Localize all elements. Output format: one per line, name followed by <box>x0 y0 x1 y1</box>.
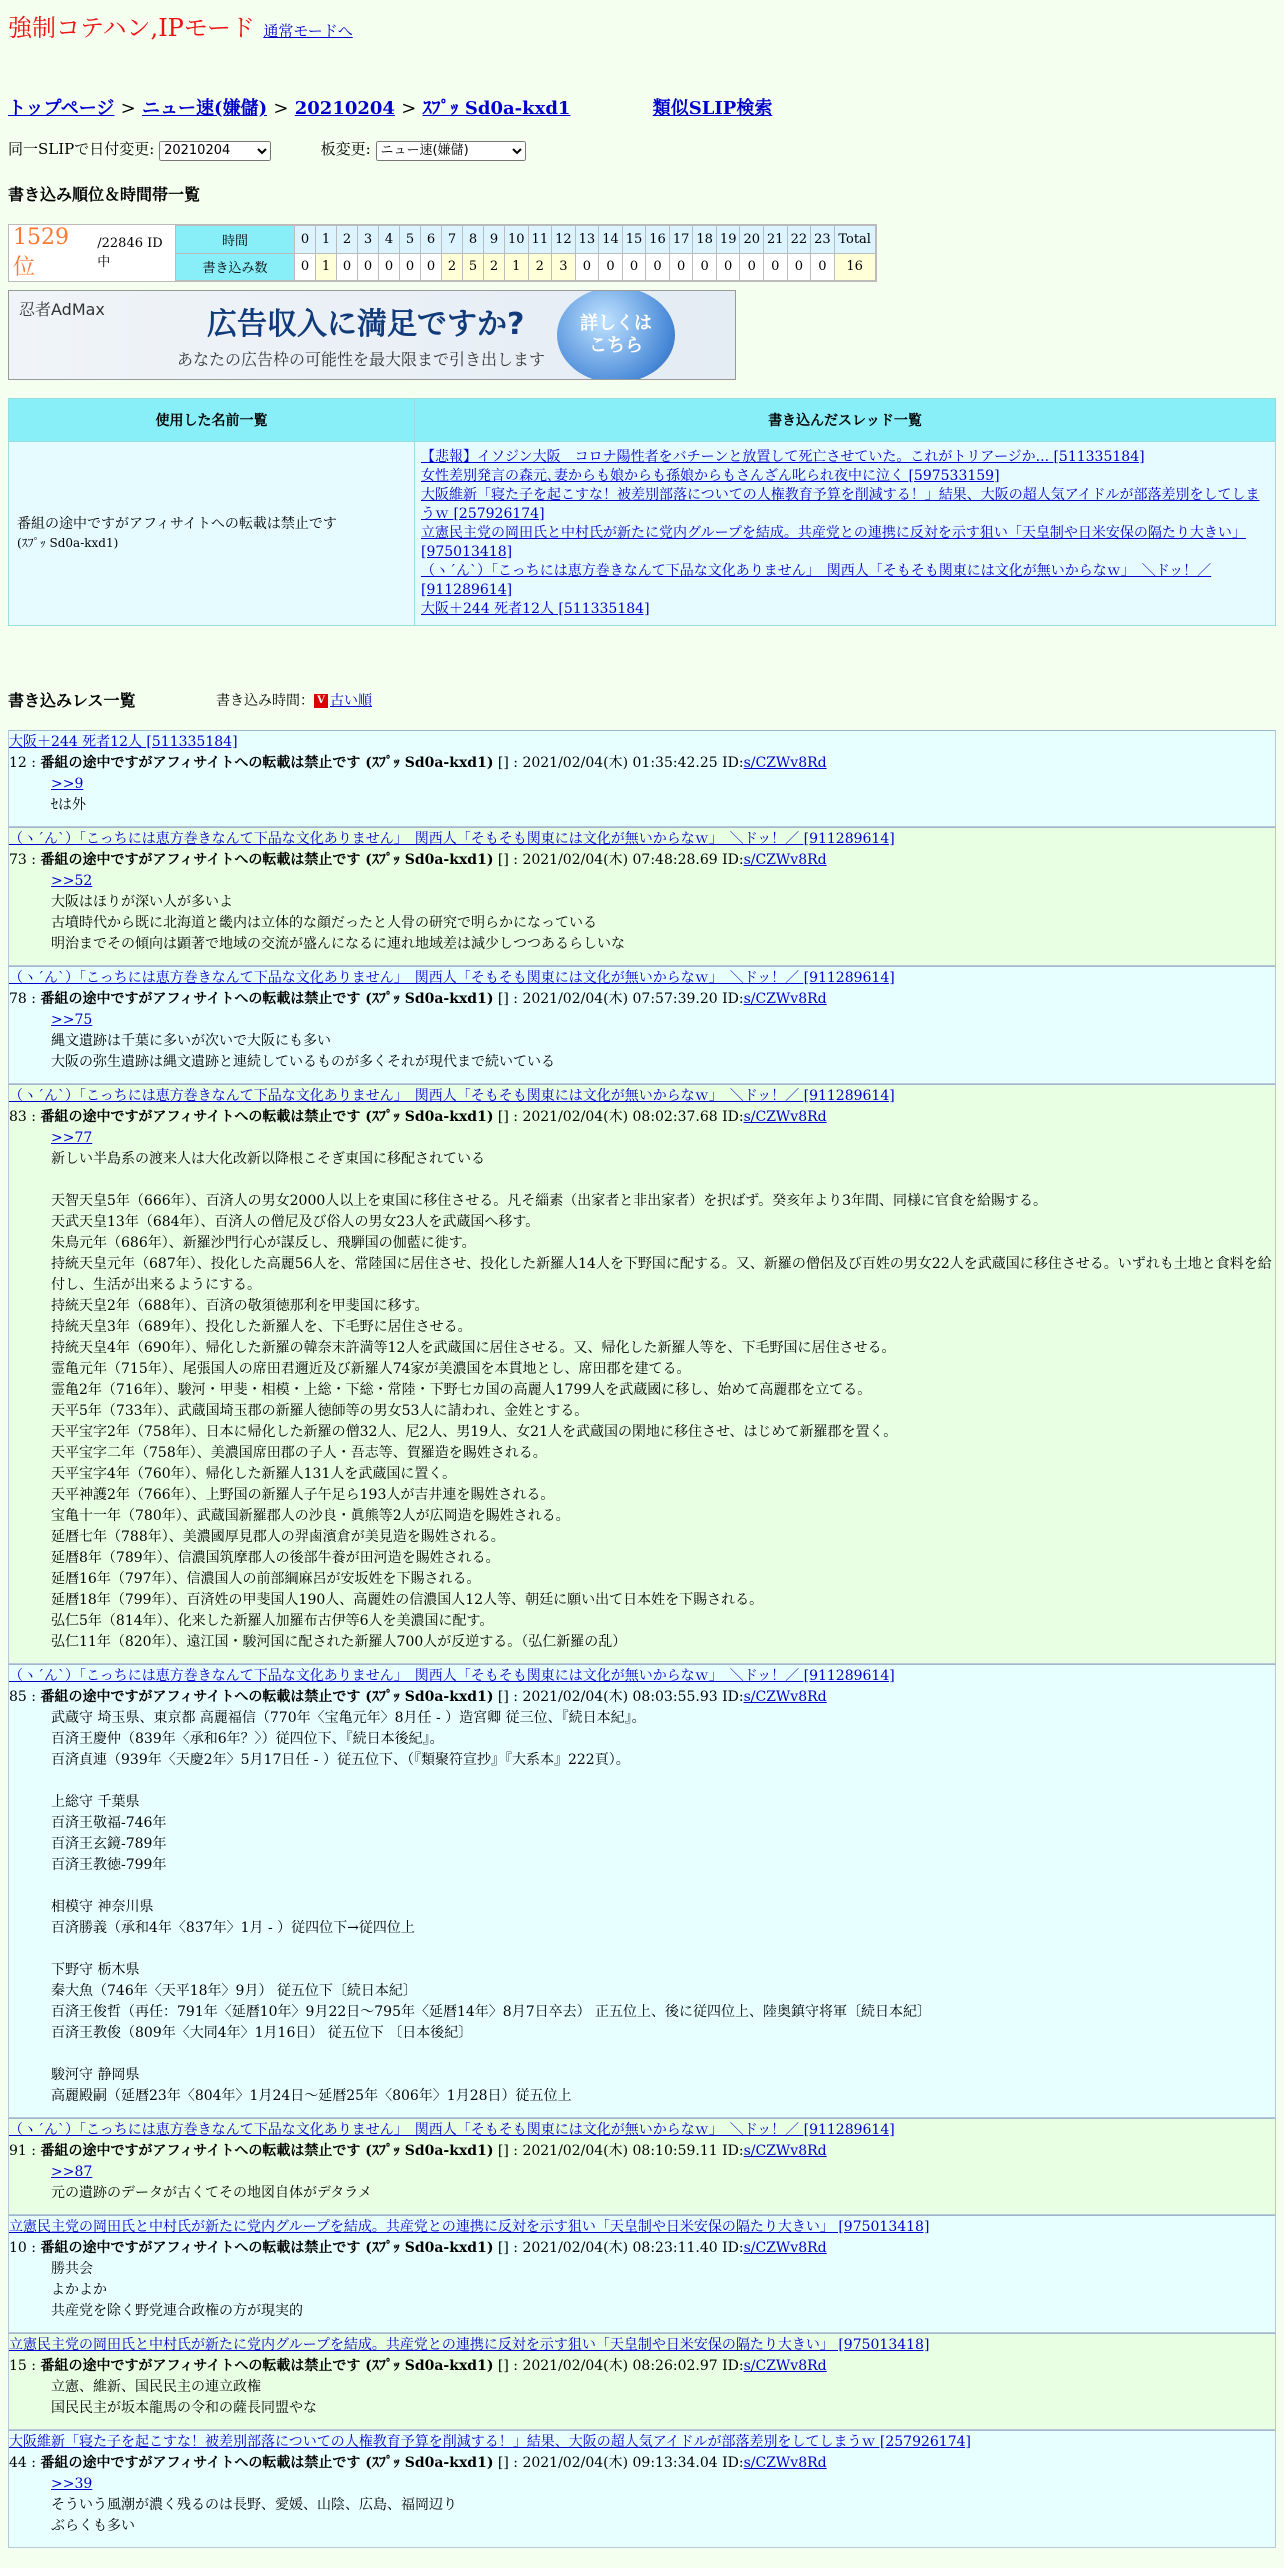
count-cell: 0 <box>622 253 646 281</box>
order-control <box>216 690 372 710</box>
post-thread-link[interactable]: 立憲民主党の岡田氏と中村氏が新たに党内グループを結成。共産党との連携に反対を示す狙い「天皇制や日米安保の隔たり大きい」 [975013418] <box>9 2337 930 2353</box>
post-anchor-link[interactable]: >>77 <box>51 1130 93 1146</box>
thread-link[interactable]: 大阪＋244 死者12人 [511335184] <box>421 601 650 617</box>
count-cell: 2 <box>442 253 463 281</box>
normal-mode-link[interactable]: 通常モードへ <box>263 22 353 40</box>
hour-cell: 0 <box>295 226 316 254</box>
post <box>8 2430 1276 2548</box>
breadcrumb <box>8 94 772 120</box>
hour-cell: 13 <box>575 226 599 254</box>
post-date: [] : 2021/02/04(木) 08:02:37.68 ID: <box>497 1109 744 1125</box>
breadcrumb-sep: > <box>273 98 289 119</box>
count-cell: 0 <box>811 253 835 281</box>
count-cell: 0 <box>421 253 442 281</box>
post-id-link[interactable]: s/CZWv8Rd <box>743 1109 827 1125</box>
hour-cell: 12 <box>552 226 576 254</box>
post-name: 番組の途中ですがアフィサイトへの転載は禁止です (ｽﾌﾟｯ Sd0a-kxd1) <box>40 2240 494 2256</box>
post-date: [] : 2021/02/04(木) 01:35:42.25 ID: <box>497 755 744 771</box>
hour-cell: 17 <box>669 226 693 254</box>
post <box>8 2333 1276 2430</box>
post-thread-link[interactable]: （ヽ´ん`）「こっちには恵方巻きなんて下品な文化ありません」 関西人「そもそも関東には文化が無いからなｗ」 ＼ドッ！／ [911289614] <box>9 831 895 847</box>
post-meta: 78 : 番組の途中ですがアフィサイトへの転載は禁止です (ｽﾌﾟｯ Sd0a-kxd1) [] : 2021/02/04(木) 07:57:39.20 ID:s/CZWv8Rd <box>9 991 827 1007</box>
post-body: 立憲、維新、国民民主の連立政権 国民民主が坂本龍馬の令和の薩長同盟やな <box>51 2379 317 2416</box>
post-body: 新しい半島系の渡来人は大化改新以降根こそぎ東国に移配されている 天智天皇5年（666年）、百済人の男女2000人以上を東国に移住させる。凡そ緇素（出家者と非出家者）を択ばず。癸亥年より3年間、同様に官食を給賜する。 天武天皇13年（684年）、百済人の僧尼及び俗人の男女23人を武蔵国へ移す。 朱鳥元年（686年）、新羅沙門行心が謀反し、飛騨国の伽藍に徙す。 持統天皇元年（687年）、投化した高麗56人を、常陸国に居住させ、投化した新羅人14人を下野国に配する。又、新羅の僧侶及び百姓の男女22人を武蔵国に移住させる。いずれも土地と食料を給付し、生活が出来るようにする。 持統天皇2年（688年）、百済の敬須徳那利を甲斐国に移す。 持統天皇3年（689年）、投化した新羅人を、下毛野に居住させる。 持統天皇4年（690年）、帰化した新羅の韓奈末許満等12人を武蔵国に居住させる。又、帰化した新羅人等を、下毛野国に居住させる。 霊亀元年（715年）、尾張国人の席田君邇近及び新羅人74家が美濃国を本貫地とし、席田郡を建てる。 霊亀2年（716年）、駿河・甲斐・相模・上総・下総・常陸・下野七カ国の高麗人1799人を武蔵國に移し、始めて高麗郡を立てる。 天平5年（733年）、武蔵国埼玉郡の新羅人徳師等の男女53人に請われ、金姓とする。 天平宝字2年（758年）、日本に帰化した新羅の僧32人、尼2人、男19人、女21人を武蔵国の閑地に移住させ、はじめて新羅郡を置く。 天平宝字二年（758年）、美濃国席田郡の子人・吾志等、賀羅造を賜姓される。 天平宝字4年（760年）、帰化した新羅人131人を武蔵国に置く。 天平神護2年（766年）、上野国の新羅人子午足ら193人が吉井連を賜姓される。 宝亀十一年（780年）、武蔵国新羅郡人の沙良・眞熊等2人が広岡造を賜姓される。 延暦七年（788年）、美濃國厚見郡人の羿鹵濱倉が美見造を賜姓される。 延暦8年（789年）、信濃国筑摩郡人の後部牛養が田河造を賜姓される。 延暦16年（797年）、信濃国人の前部綱麻呂が安坂姓を下賜される。 延暦18年（799年）、百済姓の甲斐国人190人、高麗姓の信濃国人12人等、朝廷に願い出て日本姓を下賜される。 弘仁5年（814年）、化来した新羅人加羅布古伊等6人を美濃国に配す。 弘仁11年（820年）、遠江国・駿河国に配された新羅人700人が反逆する。（弘仁新羅の乱） <box>51 1151 1272 1650</box>
ad-headline: 広告収入に満足ですか? <box>207 307 525 342</box>
post-name: 番組の途中ですがアフィサイトへの転載は禁止です (ｽﾌﾟｯ Sd0a-kxd1) <box>40 2358 494 2374</box>
count-cell: 0 <box>669 253 693 281</box>
post-date: [] : 2021/02/04(木) 07:48:28.69 ID: <box>497 852 744 868</box>
used-name: 番組の途中ですがアフィサイトへの転載は禁止です <box>17 515 337 532</box>
date-select-label: 同一SLIPで日付変更: <box>8 140 155 158</box>
order-label: 書き込み時間： <box>216 693 314 709</box>
post-date: [] : 2021/02/04(木) 08:26:02.97 ID: <box>497 2358 744 2374</box>
count-cell: 5 <box>463 253 484 281</box>
post-name: 番組の途中ですがアフィサイトへの転載は禁止です (ｽﾌﾟｯ Sd0a-kxd1) <box>40 1689 494 1705</box>
post-date: [] : 2021/02/04(木) 08:10:59.11 ID: <box>497 2143 744 2159</box>
breadcrumb-sep: > <box>120 98 136 119</box>
hour-cell: 20 <box>740 226 764 254</box>
count-cell: 0 <box>400 253 421 281</box>
sort-oldest-link[interactable]: 古い順 <box>330 693 372 709</box>
post-thread-link[interactable]: （ヽ´ん`）「こっちには恵方巻きなんて下品な文化ありません」 関西人「そもそも関東には文化が無いからなｗ」 ＼ドッ！／ [911289614] <box>9 1668 895 1684</box>
select-row <box>8 138 526 161</box>
post <box>8 730 1276 827</box>
post-anchor-link[interactable]: >>9 <box>51 776 84 792</box>
thread-link[interactable]: 【悲報】イソジン大阪 コロナ陽性者をバチーンと放置して死亡させていた。これがトリアージか... [511335184] <box>421 449 1145 465</box>
post-anchor-link[interactable]: >>39 <box>51 2476 93 2492</box>
ad-banner[interactable] <box>8 290 736 380</box>
post-name: 番組の途中ですがアフィサイトへの転載は禁止です (ｽﾌﾟｯ Sd0a-kxd1) <box>40 991 494 1007</box>
hour-cell: 15 <box>622 226 646 254</box>
names-threads-table <box>8 398 1276 626</box>
post-date: [] : 2021/02/04(木) 09:13:34.04 ID: <box>497 2455 744 2471</box>
count-cell: 0 <box>295 253 316 281</box>
post <box>8 966 1276 1084</box>
count-cell: 0 <box>740 253 764 281</box>
post-id-link[interactable]: s/CZWv8Rd <box>743 852 827 868</box>
post-thread-link[interactable]: 大阪維新「寝た子を起こすな！被差別部落についての人権教育予算を削減する！」結果、大阪の超人気アイドルが部落差別をしてしまうｗ [257926174] <box>9 2434 971 2450</box>
post-name: 番組の途中ですがアフィサイトへの転載は禁止です (ｽﾌﾟｯ Sd0a-kxd1) <box>40 1109 494 1125</box>
breadcrumb-date[interactable]: 20210204 <box>294 98 395 119</box>
post-anchor-link[interactable]: >>87 <box>51 2164 93 2180</box>
post-id-link[interactable]: s/CZWv8Rd <box>743 2358 827 2374</box>
post-meta: 15 : 番組の途中ですがアフィサイトへの転載は禁止です (ｽﾌﾟｯ Sd0a-kxd1) [] : 2021/02/04(木) 08:26:02.97 ID:s/CZWv8Rd <box>9 2358 827 2374</box>
post-date: [] : 2021/02/04(木) 08:23:11.40 ID: <box>497 2240 744 2256</box>
count-cell: 1 <box>316 253 337 281</box>
thread-list-cell <box>415 442 1276 626</box>
hour-cell: 21 <box>764 226 788 254</box>
count-cell: 2 <box>528 253 552 281</box>
post <box>8 2215 1276 2333</box>
post-number: 44 <box>9 2455 27 2471</box>
breadcrumb-sep: > <box>401 98 417 119</box>
hour-cell: 10 <box>505 226 529 254</box>
count-cell: 2 <box>484 253 505 281</box>
rank-total-ids: /22846 ID中 <box>97 236 163 270</box>
hour-cell: 9 <box>484 226 505 254</box>
post-body: 勝共会 よかよか 共産党を除く野党連合政権の方が現実的 <box>51 2261 303 2319</box>
count-cell: 0 <box>575 253 599 281</box>
count-cell: 0 <box>787 253 811 281</box>
count-cell: 0 <box>764 253 788 281</box>
post-meta: 85 : 番組の途中ですがアフィサイトへの転載は禁止です (ｽﾌﾟｯ Sd0a-kxd1) [] : 2021/02/04(木) 08:03:55.93 ID:s/CZWv8Rd <box>9 1689 827 1705</box>
post-id-link[interactable]: s/CZWv8Rd <box>743 755 827 771</box>
ad-details-button[interactable] <box>557 290 675 380</box>
post-number: 15 <box>9 2358 27 2374</box>
ad-brand: 忍者AdMax <box>19 300 105 319</box>
ad-button-line1: 詳しくは <box>580 313 652 334</box>
post-meta: 83 : 番組の途中ですがアフィサイトへの転載は禁止です (ｽﾌﾟｯ Sd0a-kxd1) [] : 2021/02/04(木) 08:02:37.68 ID:s/CZWv8Rd <box>9 1109 827 1125</box>
post-date: [] : 2021/02/04(木) 07:57:39.20 ID: <box>497 991 744 1007</box>
post-number: 12 <box>9 755 27 771</box>
post-name: 番組の途中ですがアフィサイトへの転載は禁止です (ｽﾌﾟｯ Sd0a-kxd1) <box>40 2143 494 2159</box>
hour-cell: 18 <box>693 226 717 254</box>
post <box>8 1084 1276 1664</box>
hour-cell: 1 <box>316 226 337 254</box>
reslist-title: 書き込みレス一覧 <box>8 691 136 710</box>
thread-link[interactable]: 大阪維新「寝た子を起こすな！被差別部落についての人権教育予算を削減する！」結果、大阪の超人気アイドルが部落差別をしてしまうｗ [257926174] <box>421 487 1260 522</box>
hour-cell: 7 <box>442 226 463 254</box>
board-select[interactable] <box>376 141 526 161</box>
ranking-panel <box>8 224 877 282</box>
hour-cell: 6 <box>421 226 442 254</box>
threads-col-header: 書き込んだスレッド一覧 <box>415 399 1276 442</box>
post-id-link[interactable]: s/CZWv8Rd <box>743 2455 827 2471</box>
post-id-link[interactable]: s/CZWv8Rd <box>743 2240 827 2256</box>
count-cell: 1 <box>505 253 529 281</box>
post-meta: 44 : 番組の途中ですがアフィサイトへの転載は禁止です (ｽﾌﾟｯ Sd0a-kxd1) [] : 2021/02/04(木) 09:13:34.04 ID:s/CZWv8Rd <box>9 2455 827 2471</box>
ranking-title: 書き込み順位＆時間帯一覧 <box>8 185 201 204</box>
similar-slip-search-link[interactable]: 類似SLIP検索 <box>652 98 773 119</box>
post-body: そういう風潮が濃く残るのは長野、愛媛、山陰、広島、福岡辺り ぶらくも多い <box>51 2497 457 2534</box>
used-name-slip: (ｽﾌﾟｯ Sd0a-kxd1) <box>17 535 119 550</box>
date-select[interactable] <box>159 141 271 161</box>
post-thread-link[interactable]: （ヽ´ん`）「こっちには恵方巻きなんて下品な文化ありません」 関西人「そもそも関東には文化が無いからなｗ」 ＼ドッ！／ [911289614] <box>9 970 895 986</box>
post-anchor-link[interactable]: >>75 <box>51 1012 93 1028</box>
post-meta: 10 : 番組の途中ですがアフィサイトへの転載は禁止です (ｽﾌﾟｯ Sd0a-kxd1) [] : 2021/02/04(木) 08:23:11.40 ID:s/CZWv8Rd <box>9 2240 827 2256</box>
post-body: 武蔵守 埼玉県、東京都 高麗福信（770年〈宝亀元年〉8月任 - ）造宮卿 従三位、『続日本紀』。 百済王慶仲（839年〈承和6年？〉）従四位下、『続日本後紀』。 百済貞連（939年〈天慶2年〉5月17日任 - ）従五位下、（『類聚符宣抄』『大系本』222頁）。 上総守 千葉県 百済王敬福-746年 百済王玄鏡-789年 百済王教徳-799年 相模守 神奈川県 百済勝義（承和4年〈837年〉1月 - ）従四位下→従四位上 下野守 栃木県 秦大魚（746年〈天平18年〉9月） 従五位下〔続日本紀〕 百済王俊哲（再任：791年〈延暦10年〉9月22日～795年〈延暦14年〉8月7日卒去） 正五位上、後に従四位上、陸奥鎮守将軍〔続日本紀〕 百済王教俊（809年〈大同4年〉1月16日） 従五位下 〔日本後紀〕 駿河守 静岡県 高麗殿嗣（延暦23年〈804年〉1月24日～延暦25年〈806年〉1月28日）従五位上 <box>51 1710 932 2104</box>
post-thread-link[interactable]: 大阪＋244 死者12人 [511335184] <box>9 734 238 750</box>
rank-box <box>9 225 175 281</box>
hour-row-label: 時間 <box>176 226 295 254</box>
breadcrumb-slip[interactable]: ｽﾌﾟｯ Sd0a-kxd1 <box>422 98 571 119</box>
hour-cell: 16 <box>646 226 670 254</box>
post-list <box>8 730 1276 2548</box>
hourly-table <box>175 225 876 281</box>
ad-subtext: あなたの広告枠の可能性を最大限まで引き出します <box>177 350 546 369</box>
thread-link[interactable]: 立憲民主党の岡田氏と中村氏が新たに党内グループを結成。共産党との連携に反対を示す狙い「天皇制や日米安保の隔たり大きい」 [975013418] <box>421 525 1246 560</box>
hour-cell: 4 <box>379 226 400 254</box>
hour-cell: 11 <box>528 226 552 254</box>
post-id-link[interactable]: s/CZWv8Rd <box>743 2143 827 2159</box>
count-row-label: 書き込み数 <box>176 253 295 281</box>
board-select-label: 板変更: <box>320 140 371 158</box>
hour-cell: 14 <box>599 226 623 254</box>
post-body: 縄文遺跡は千葉に多いが次いで大阪にも多い 大阪の弥生遺跡は縄文遺跡と連続しているものが多くそれが現代まで続いている <box>51 1033 555 1070</box>
post <box>8 2118 1276 2215</box>
breadcrumb-top[interactable]: トップページ <box>8 98 115 119</box>
post-body: 元の遺跡のデータが古くてその地図自体がデタラメ <box>51 2185 372 2201</box>
count-cell: 0 <box>693 253 717 281</box>
post-thread-link[interactable]: （ヽ´ん`）「こっちには恵方巻きなんて下品な文化ありません」 関西人「そもそも関東には文化が無いからなｗ」 ＼ドッ！／ [911289614] <box>9 2122 895 2138</box>
sort-icon: V <box>314 694 328 708</box>
hour-cell: 22 <box>787 226 811 254</box>
thread-link[interactable]: 女性差別発言の森元､妻からも娘からも孫娘からもさんざん叱られ夜中に泣く [597533159] <box>421 468 1000 484</box>
count-cell: 0 <box>716 253 740 281</box>
breadcrumb-board[interactable]: ニュー速(嫌儲) <box>142 98 268 119</box>
post-anchor-link[interactable]: >>52 <box>51 873 93 889</box>
count-cell: 0 <box>337 253 358 281</box>
hour-cell: 3 <box>358 226 379 254</box>
post-number: 10 <box>9 2240 27 2256</box>
post-number: 91 <box>9 2143 27 2159</box>
count-cell: 0 <box>599 253 623 281</box>
post-number: 73 <box>9 852 27 868</box>
total-header: Total <box>834 226 875 254</box>
post-thread-link[interactable]: （ヽ´ん`）「こっちには恵方巻きなんて下品な文化ありません」 関西人「そもそも関東には文化が無いからなｗ」 ＼ドッ！／ [911289614] <box>9 1088 895 1104</box>
count-cell: 0 <box>358 253 379 281</box>
rank-value: 1529 位 <box>13 225 69 280</box>
used-name-cell <box>9 442 415 626</box>
post-name: 番組の途中ですがアフィサイトへの転載は禁止です (ｽﾌﾟｯ Sd0a-kxd1) <box>40 2455 494 2471</box>
post-date: [] : 2021/02/04(木) 08:03:55.93 ID: <box>497 1689 744 1705</box>
post-body: 大阪はほりが深い人が多いよ 古墳時代から既に北海道と畿内は立体的な顔だったと人骨の研究で明らかになっている 明治までその傾向は顕著で地域の交流が盛んになるに連れ地域差は減少しつつあるらしいな <box>51 894 625 952</box>
post-meta: 73 : 番組の途中ですがアフィサイトへの転載は禁止です (ｽﾌﾟｯ Sd0a-kxd1) [] : 2021/02/04(木) 07:48:28.69 ID:s/CZWv8Rd <box>9 852 827 868</box>
post-name: 番組の途中ですがアフィサイトへの転載は禁止です (ｽﾌﾟｯ Sd0a-kxd1) <box>40 755 494 771</box>
ad-button-line2: こちら <box>589 335 643 356</box>
post-id-link[interactable]: s/CZWv8Rd <box>743 1689 827 1705</box>
hour-cell: 2 <box>337 226 358 254</box>
post-number: 83 <box>9 1109 27 1125</box>
names-col-header: 使用した名前一覧 <box>9 399 415 442</box>
post-thread-link[interactable]: 立憲民主党の岡田氏と中村氏が新たに党内グループを結成。共産党との連携に反対を示す狙い「天皇制や日米安保の隔たり大きい」 [975013418] <box>9 2219 930 2235</box>
total-value: 16 <box>834 253 875 281</box>
hour-cell: 19 <box>716 226 740 254</box>
hour-cell: 5 <box>400 226 421 254</box>
post-name: 番組の途中ですがアフィサイトへの転載は禁止です (ｽﾌﾟｯ Sd0a-kxd1) <box>40 852 494 868</box>
hour-cell: 8 <box>463 226 484 254</box>
post-number: 85 <box>9 1689 27 1705</box>
count-cell: 0 <box>379 253 400 281</box>
thread-link[interactable]: （ヽ´ん`）「こっちには恵方巻きなんて下品な文化ありません」 関西人「そもそも関東には文化が無いからなｗ」 ＼ドッ！／ [911289614] <box>421 563 1212 598</box>
hour-cell: 23 <box>811 226 835 254</box>
post <box>8 1664 1276 2118</box>
post-body: ｾは外 <box>51 797 86 813</box>
count-cell: 3 <box>552 253 576 281</box>
count-cell: 0 <box>646 253 670 281</box>
post-meta: 12 : 番組の途中ですがアフィサイトへの転載は禁止です (ｽﾌﾟｯ Sd0a-kxd1) [] : 2021/02/04(木) 01:35:42.25 ID:s/CZWv8Rd <box>9 755 827 771</box>
page-header <box>8 8 353 43</box>
post-number: 78 <box>9 991 27 1007</box>
page-title: 強制コテハン,IPモード <box>8 14 255 42</box>
post <box>8 827 1276 966</box>
post-id-link[interactable]: s/CZWv8Rd <box>743 991 827 1007</box>
post-meta: 91 : 番組の途中ですがアフィサイトへの転載は禁止です (ｽﾌﾟｯ Sd0a-kxd1) [] : 2021/02/04(木) 08:10:59.11 ID:s/CZWv8Rd <box>9 2143 827 2159</box>
